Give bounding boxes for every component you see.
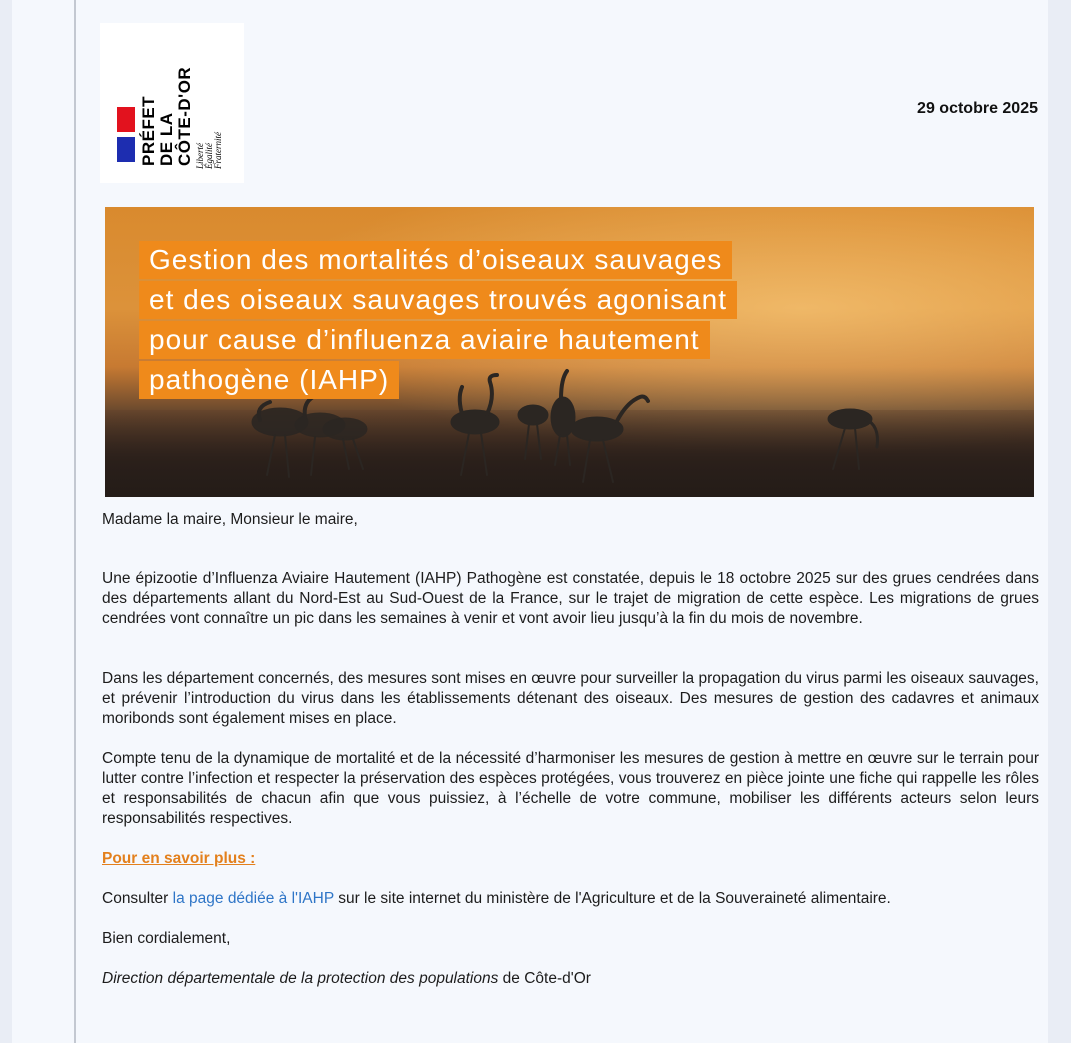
left-margin-rule — [74, 0, 76, 1043]
logo-brand-text: PRÉFET DE LA CÔTE-D'OR — [139, 66, 194, 166]
more-info-heading-text: Pour en savoir plus : — [102, 850, 256, 867]
letter-date: 29 octobre 2025 — [917, 100, 1038, 117]
signature-department: de Côte-d'Or — [498, 970, 591, 987]
prefecture-logo — [100, 23, 244, 183]
banner-title-line-1: Gestion des mortalités d’oiseaux sauvages — [139, 241, 732, 279]
logo-motto-text: Liberté Égalité Fraternité — [195, 132, 223, 169]
paragraph-3: Compte tenu de la dynamique de mortalité et de la nécessité d’harmoniser les mesures de gestion à mettre en œuvre sur le terrain pour lutter contre l’infection et respecter la préservation des espèces protégées, vous trouverez en pièce jointe une fiche qui rappelle les rôles et responsabilités de chacun afin que vous puissiez, à l’échelle de votre commune, mobiliser les différents acteurs selon leurs responsabilités respectives. — [102, 750, 1039, 827]
signature — [102, 969, 1039, 989]
closing: Bien cordialement, — [102, 930, 231, 947]
banner-image — [105, 207, 1034, 497]
marianne-flag-icon — [117, 107, 135, 162]
more-info-heading — [102, 849, 1039, 869]
consult-line — [102, 889, 1039, 909]
paragraph-2: Dans les département concernés, des mesures sont mises en œuvre pour surveiller la propagation du virus parmi les oiseaux sauvages, et prévenir l’introduction du virus dans les établissements détenant des oiseaux. Des mesures de gestion des cadavres et animaux moribonds sont également mises en place. — [102, 670, 1039, 727]
iahp-page-link[interactable]: la page dédiée à l'IAHP — [172, 890, 334, 907]
banner-title-line-2: et des oiseaux sauvages trouvés agonisant — [139, 281, 737, 319]
banner-title-line-4: pathogène (IAHP) — [139, 361, 399, 399]
paragraph-1: Une épizootie d’Influenza Aviaire Hautement (IAHP) Pathogène est constatée, depuis le 18 octobre 2025 sur des grues cendrées dans des départements allant du Nord-Est au Sud-Ouest de la France, sur le trajet de migration de cette espèce. Les migrations de grues cendrées vont connaître un pic dans les semaines à venir et vont avoir lieu jusqu’à la fin du mois de novembre. — [102, 570, 1039, 627]
consult-suffix: sur le site internet du ministère de l'Agriculture et de la Souveraineté alimentaire. — [333, 890, 891, 907]
letter-greeting: Madame la maire, Monsieur le maire, — [102, 511, 358, 528]
signature-direction: Direction départementale de la protection des populations — [102, 970, 499, 987]
consult-prefix: Consulter — [102, 890, 173, 907]
banner-title-line-3: pour cause d’influenza aviaire hautement — [139, 321, 710, 359]
